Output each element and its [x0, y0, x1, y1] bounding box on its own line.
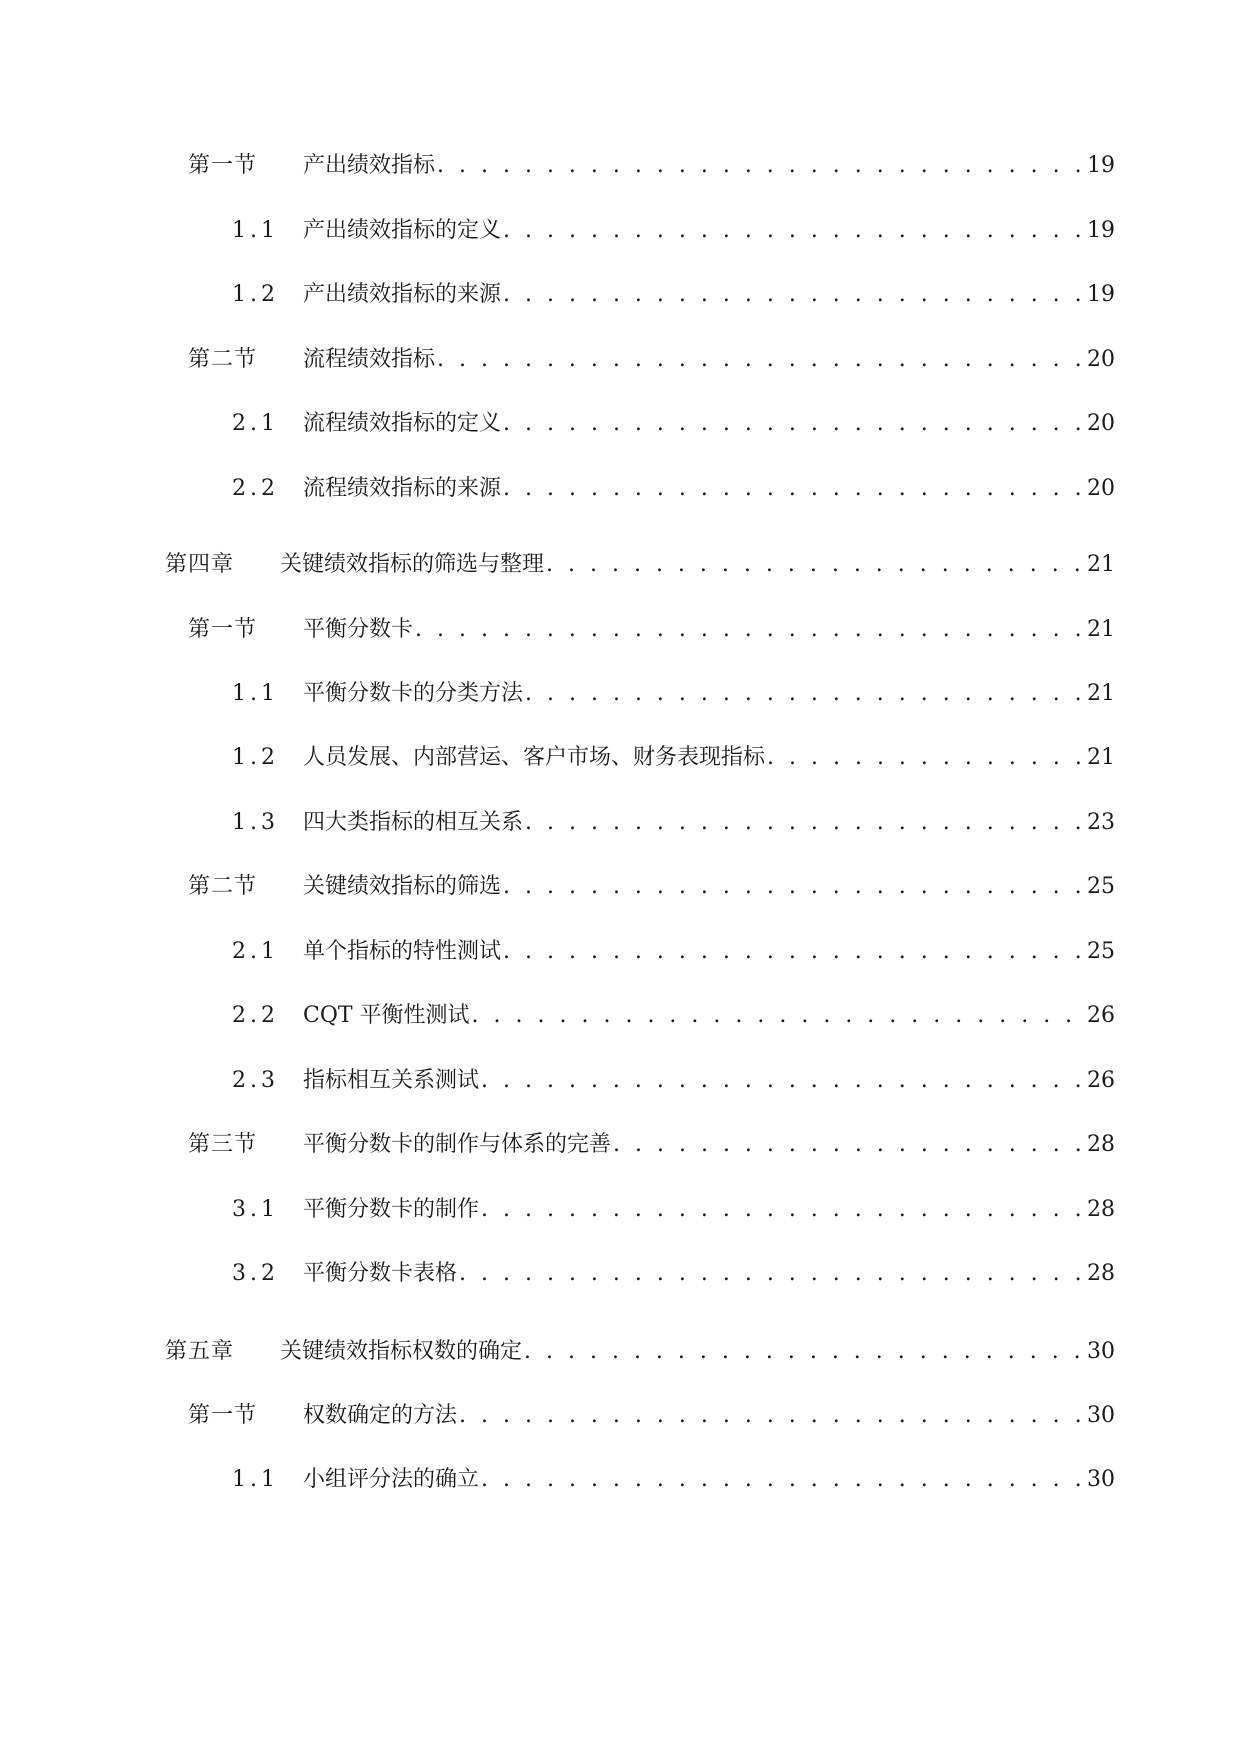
toc-entry-title: 权数确定的方法: [303, 1403, 458, 1428]
toc-entry-number: 2.1: [232, 411, 279, 436]
toc-entry-title: 平衡分数卡表格: [303, 1261, 458, 1286]
toc-entry[interactable]: [232, 803, 1115, 843]
toc-entry[interactable]: [232, 275, 1115, 315]
toc-dot-leader: [503, 275, 1085, 315]
toc-entry-page: 21: [1087, 681, 1115, 706]
toc-dot-leader: [503, 404, 1085, 444]
toc-entry-number: 1.2: [232, 745, 279, 770]
toc-entry-page: 26: [1087, 1068, 1115, 1093]
toc-entry-page: 26: [1087, 1003, 1115, 1028]
toc-entry[interactable]: [232, 1190, 1115, 1230]
toc-dot-leader: [767, 738, 1085, 778]
toc-entry-title: 人员发展、内部营运、客户市场、财务表现指标: [303, 745, 766, 770]
toc-dot-leader: [503, 469, 1085, 509]
toc-entry[interactable]: [165, 545, 1115, 585]
toc-entry-number: 第二节: [188, 874, 258, 899]
toc-entry[interactable]: [188, 1396, 1115, 1436]
toc-entry[interactable]: [232, 211, 1115, 251]
toc-dot-leader: [525, 803, 1085, 843]
toc-entry-page: 20: [1087, 476, 1115, 501]
toc-entry-number: 1.1: [232, 681, 279, 706]
toc-entry[interactable]: [232, 1460, 1115, 1500]
toc-dot-leader: [437, 340, 1085, 380]
toc-entry-number: 3.1: [232, 1197, 279, 1222]
toc-entry[interactable]: [165, 1332, 1115, 1372]
toc-entry-title: 产出绩效指标的来源: [303, 282, 502, 307]
toc-entry-number: 2.1: [232, 939, 279, 964]
toc-entry-title: 平衡分数卡的分类方法: [303, 681, 524, 706]
toc-entry-number: 3.2: [232, 1261, 279, 1286]
toc-entry[interactable]: [232, 1254, 1115, 1294]
toc-entry-title: 产出绩效指标的定义: [303, 218, 502, 243]
toc-entry-page: 30: [1087, 1339, 1115, 1364]
toc-entry-page: 25: [1087, 939, 1115, 964]
toc-entry-number: 1.2: [232, 282, 279, 307]
toc-entry-title: CQT 平衡性测试: [303, 1003, 470, 1028]
toc-entry-page: 28: [1087, 1197, 1115, 1222]
toc-entry-page: 20: [1087, 411, 1115, 436]
toc-entry-page: 23: [1087, 810, 1115, 835]
toc-entry-title: 产出绩效指标: [303, 153, 436, 178]
toc-entry-page: 19: [1087, 218, 1115, 243]
toc-entry-number: 1.1: [232, 1467, 279, 1492]
toc-entry-number: 2.3: [232, 1068, 279, 1093]
toc-dot-leader: [546, 545, 1085, 585]
toc-entry[interactable]: [232, 1061, 1115, 1101]
toc-entry-title: 四大类指标的相互关系: [303, 810, 524, 835]
toc-entry[interactable]: [232, 932, 1115, 972]
toc-entry-page: 30: [1087, 1403, 1115, 1428]
toc-dot-leader: [503, 867, 1085, 907]
toc-dot-leader: [524, 1332, 1085, 1372]
toc-entry[interactable]: [188, 340, 1115, 380]
toc-entry-title: 指标相互关系测试: [303, 1068, 480, 1093]
toc-entry-title: 关键绩效指标的筛选: [303, 874, 502, 899]
toc-entry-number: 第三节: [188, 1132, 258, 1157]
toc-dot-leader: [437, 146, 1085, 186]
toc-entry-title: 单个指标的特性测试: [303, 939, 502, 964]
toc-dot-leader: [481, 1460, 1085, 1500]
toc-dot-leader: [472, 996, 1085, 1036]
toc-entry-page: 19: [1087, 282, 1115, 307]
toc-entry-page: 28: [1087, 1132, 1115, 1157]
toc-entry-number: 第一节: [188, 617, 258, 642]
toc-entry-page: 25: [1087, 874, 1115, 899]
toc-entry-number: 第一节: [188, 1403, 258, 1428]
toc-entry[interactable]: [188, 610, 1115, 650]
toc-entry-title: 平衡分数卡的制作: [303, 1197, 480, 1222]
toc-dot-leader: [459, 1396, 1085, 1436]
toc-entry-title: 小组评分法的确立: [303, 1467, 480, 1492]
toc-entry-page: 19: [1087, 153, 1115, 178]
toc-entry-title: 关键绩效指标的筛选与整理: [280, 552, 545, 577]
toc-entry[interactable]: [232, 738, 1115, 778]
toc-entry[interactable]: [188, 1125, 1115, 1165]
toc-entry-title: 平衡分数卡: [303, 617, 414, 642]
toc-entry-number: 第四章: [165, 552, 235, 577]
toc-entry-title: 流程绩效指标的来源: [303, 476, 502, 501]
toc-dot-leader: [525, 674, 1085, 714]
toc-entry-number: 2.2: [232, 1003, 279, 1028]
toc-entry-title: 流程绩效指标: [303, 347, 436, 372]
toc-dot-leader: [459, 1254, 1085, 1294]
toc-entry[interactable]: [232, 996, 1115, 1036]
toc-entry-page: 30: [1087, 1467, 1115, 1492]
toc-entry-page: 21: [1087, 617, 1115, 642]
toc-entry-number: 1.3: [232, 810, 279, 835]
toc-dot-leader: [503, 211, 1085, 251]
toc-entry-number: 1.1: [232, 218, 279, 243]
toc-entry-page: 28: [1087, 1261, 1115, 1286]
toc-entry[interactable]: [232, 469, 1115, 509]
toc-entry[interactable]: [232, 404, 1115, 444]
toc-entry-number: 2.2: [232, 476, 279, 501]
toc-entry-title: 流程绩效指标的定义: [303, 411, 502, 436]
toc-dot-leader: [613, 1125, 1085, 1165]
toc-entry[interactable]: [232, 674, 1115, 714]
toc-entry-number: 第五章: [165, 1339, 235, 1364]
toc-entry-number: 第二节: [188, 347, 258, 372]
toc-entry[interactable]: [188, 867, 1115, 907]
toc-entry-page: 21: [1087, 552, 1115, 577]
toc-entry-title: 关键绩效指标权数的确定: [280, 1339, 523, 1364]
toc-entry-title: 平衡分数卡的制作与体系的完善: [303, 1132, 612, 1157]
toc-entry-page: 20: [1087, 347, 1115, 372]
toc-dot-leader: [503, 932, 1085, 972]
toc-entry-page: 21: [1087, 745, 1115, 770]
toc-dot-leader: [415, 610, 1085, 650]
toc-entry-number: 第一节: [188, 153, 258, 178]
toc-dot-leader: [481, 1061, 1085, 1101]
toc-dot-leader: [481, 1190, 1085, 1230]
toc-entry[interactable]: [188, 146, 1115, 186]
